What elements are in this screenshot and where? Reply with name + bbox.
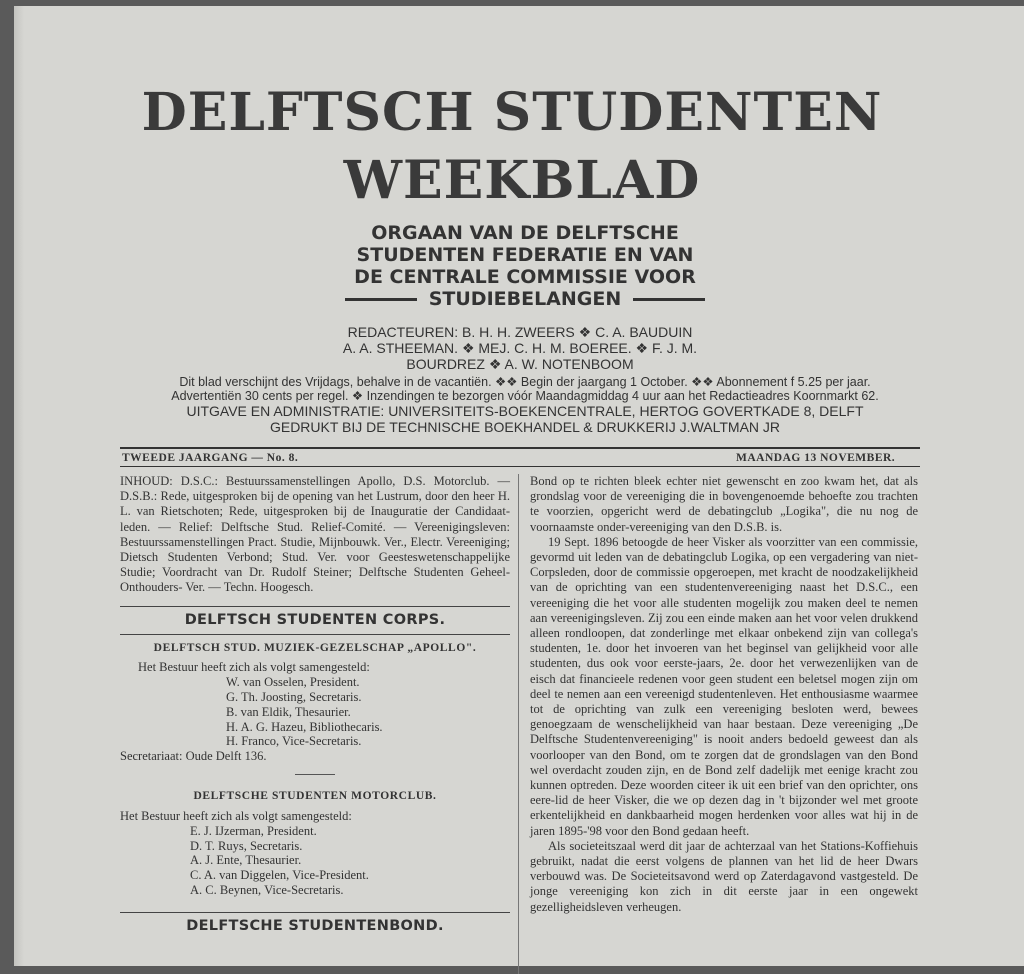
board-member: C. A. van Diggelen, Vice-President. [190, 868, 369, 883]
publication-info [110, 375, 940, 435]
article-paragraph: Bond op te richten bleek echter niet gewenscht en zoo kwam het, dat als grondslag voor de vereeniging die in bovengenoemde behoefte zou trachten te voorzien, opgericht werd de debatingclub „Logika", die nu nog de voornaamste onder-vereeniging van den D.S.B. is. [530, 474, 918, 534]
section-heading: DELFTSCHE STUDENTENBOND. [186, 917, 444, 934]
short-divider [295, 774, 335, 775]
editors-line: REDACTEUREN: B. H. H. ZWEERS ❖ C. A. BAUDUIN [347, 324, 693, 340]
contents-summary: INHOUD: D.S.C.: Bestuurssamenstellingen Apollo, D.S. Motorclub. — D.S.B.: Rede, uitgesproken bij de opening van het Lustrum, door den heer H. L. van Rietschoten; Rede, uitgesproken bij de Inauguratie der Candidaat-leden. — Relief: Delftsche Stud. Relief-Comité. — Vereenigingsleven: Bestuurssamenstellingen Pract. Studie, Mijnbouwk. Ver., Electr. Vereeniging; Dietsch Studenten Verbond; Stud. Ver. voor Geesteswetenschappelijke Studie; Voordracht van Dr. Rudolf Steiner; Delftsche Studenten Geheel-Onthouders- Ver. — Techn. Hoogesch. [120, 474, 510, 595]
apollo-heading: DELFTSCH STUD. MUZIEK-GEZELSCHAP „APOLLO". [153, 641, 477, 654]
decorative-rule [633, 298, 705, 301]
publisher-line: UITGAVE EN ADMINISTRATIE: UNIVERSITEITS-BOEKENCENTRALE, HERTOG GOVERTKADE 8, DELFT [186, 403, 864, 419]
board-member: A. C. Beynen, Vice-Secretaris. [190, 883, 344, 898]
motorclub-board-list [190, 824, 510, 898]
board-member: W. van Osselen, President. [226, 675, 360, 690]
organ-last-line [300, 288, 750, 310]
info-line: Advertentiën 30 cents per regel. ❖ Inzendingen te bezorgen vóór Maandagmiddag 4 uur aan het Redactieadres Koornmarkt 62. [171, 389, 879, 403]
board-member: E. J. IJzerman, President. [190, 823, 317, 838]
editors-line: A. A. STHEEMAN. ❖ MEJ. C. H. M. BOEREE. ❖ F. J. M. [342, 340, 698, 356]
section-heading: DELFTSCH STUDENTEN CORPS. [184, 611, 446, 628]
column-separator [518, 474, 519, 974]
masthead-organ [300, 222, 750, 310]
masthead-title-line2: WEEKBLAD [343, 150, 701, 211]
section-rule [120, 634, 510, 635]
article-paragraph: Als societeitszaal werd dit jaar de achterzaal van het Stations-Koffiehuis gebruikt, nadat die eerst volgens de plannen van het lid de heer Dwars verbouwd was. De Societeitsavond werd op Zaterdagavond vastgesteld. De jonge vereeniging kon zich in dit eerste jaar in een ongewekt gezelligheidsleven verheugen. [530, 838, 918, 914]
masthead-title-line1: DELFTSCH STUDENTEN [141, 82, 883, 143]
right-column [530, 474, 918, 915]
editors-block [300, 324, 740, 372]
apollo-board-list [226, 675, 510, 749]
issue-date: MAANDAG 13 NOVEMBER. [736, 452, 896, 464]
masthead-rule [120, 447, 920, 449]
decorative-rule [345, 298, 417, 301]
issue-rule [120, 466, 920, 467]
board-member: D. T. Ruys, Secretaris. [190, 838, 303, 853]
issue-volume: TWEEDE JAARGANG — No. 8. [122, 452, 299, 464]
editors-line: BOURDREZ ❖ A. W. NOTENBOOM [406, 356, 634, 372]
board-member: A. J. Ente, Thesaurier. [190, 853, 302, 868]
motorclub-intro: Het Bestuur heeft zich als volgt samengesteld: [120, 808, 352, 823]
section-rule [120, 912, 510, 913]
board-member: G. Th. Joosting, Secretaris. [226, 690, 362, 705]
article-paragraph: 19 Sept. 1896 betoogde de heer Visker als voorzitter van een commissie, gevormd uit leden van de debatingclub Logika, op een vergadering van niet-Corpsleden, door de commissie opgeroepen, met kracht de noodzakelijkheid van de oprichting van een studentenvereeniging naast het D.S.C., een vereeniging die het voor alle studenten mogelijk zou maken deel te nemen aan vereenigingsleven. Zij zou een einde maken aan het voor velen drukkend alleen rondloopen, dat zonderlinge met elkaar onbekend zijn van collega's studenten, 1e. door het invoeren van het beginsel van gelijkheid voor alle studenten, dus ook voor eerste-jaars, 2e. door het verwezenlijken van de eisch dat financieele redenen voor geen student een beletsel mogen zijn om deel te nemen aan een vereenigd studentenleven. Het enthousiasme waarmee tot de oprichting van zulk een vereeniging besloten werd, bewees genoegzaam de wenschelijkheid van haar bestaan. Deze vereeniging „De Delftsche Studentenvereeniging" is nooit anders bedoeld geweest dan als voorlooper van den Bond, om te zorgen dat de grondslagen van den Bond wel overdacht zouden zijn, en de Bond zelf dadelijk met eenige kracht zou kunnen optreden. Deze woorden citeer ik uit een brief van den oprichter, ons eere-lid de heer Visker, die we op dezen dag in 't bijzonder wel met groote erkentelijkheid en dankbaarheid mogen herdenken voor alles wat hij in de jaren 1895-'98 voor den Bond gedaan heeft. [530, 534, 918, 838]
printer-line: GEDRUKT BIJ DE TECHNISCHE BOEKHANDEL & DRUKKERIJ J.WALTMAN JR [269, 419, 781, 435]
board-member: H. A. G. Hazeu, Bibliothecaris. [226, 719, 383, 734]
organ-line: DE CENTRALE COMMISSIE VOOR [354, 266, 696, 288]
organ-line: STUDENTEN FEDERATIE EN VAN [356, 244, 694, 266]
organ-line: ORGAAN VAN DE DELFTSCHE [371, 222, 679, 244]
board-member: B. van Eldik, Thesaurier. [226, 704, 351, 719]
organ-line: STUDIEBELANGEN [428, 288, 622, 310]
apollo-intro: Het Bestuur heeft zich als volgt samengesteld: [138, 660, 370, 675]
section-rule [120, 606, 510, 607]
info-line: Dit blad verschijnt des Vrijdags, behalve in de vacantiën. ❖❖ Begin der jaargang 1 October. ❖❖ Abonnement f 5.25 per jaar. [179, 375, 871, 389]
left-column [120, 474, 510, 934]
board-member: H. Franco, Vice-Secretaris. [226, 734, 362, 749]
apollo-address: Secretariaat: Oude Delft 136. [120, 749, 267, 764]
motorclub-heading: DELFTSCHE STUDENTEN MOTORCLUB. [193, 790, 437, 803]
